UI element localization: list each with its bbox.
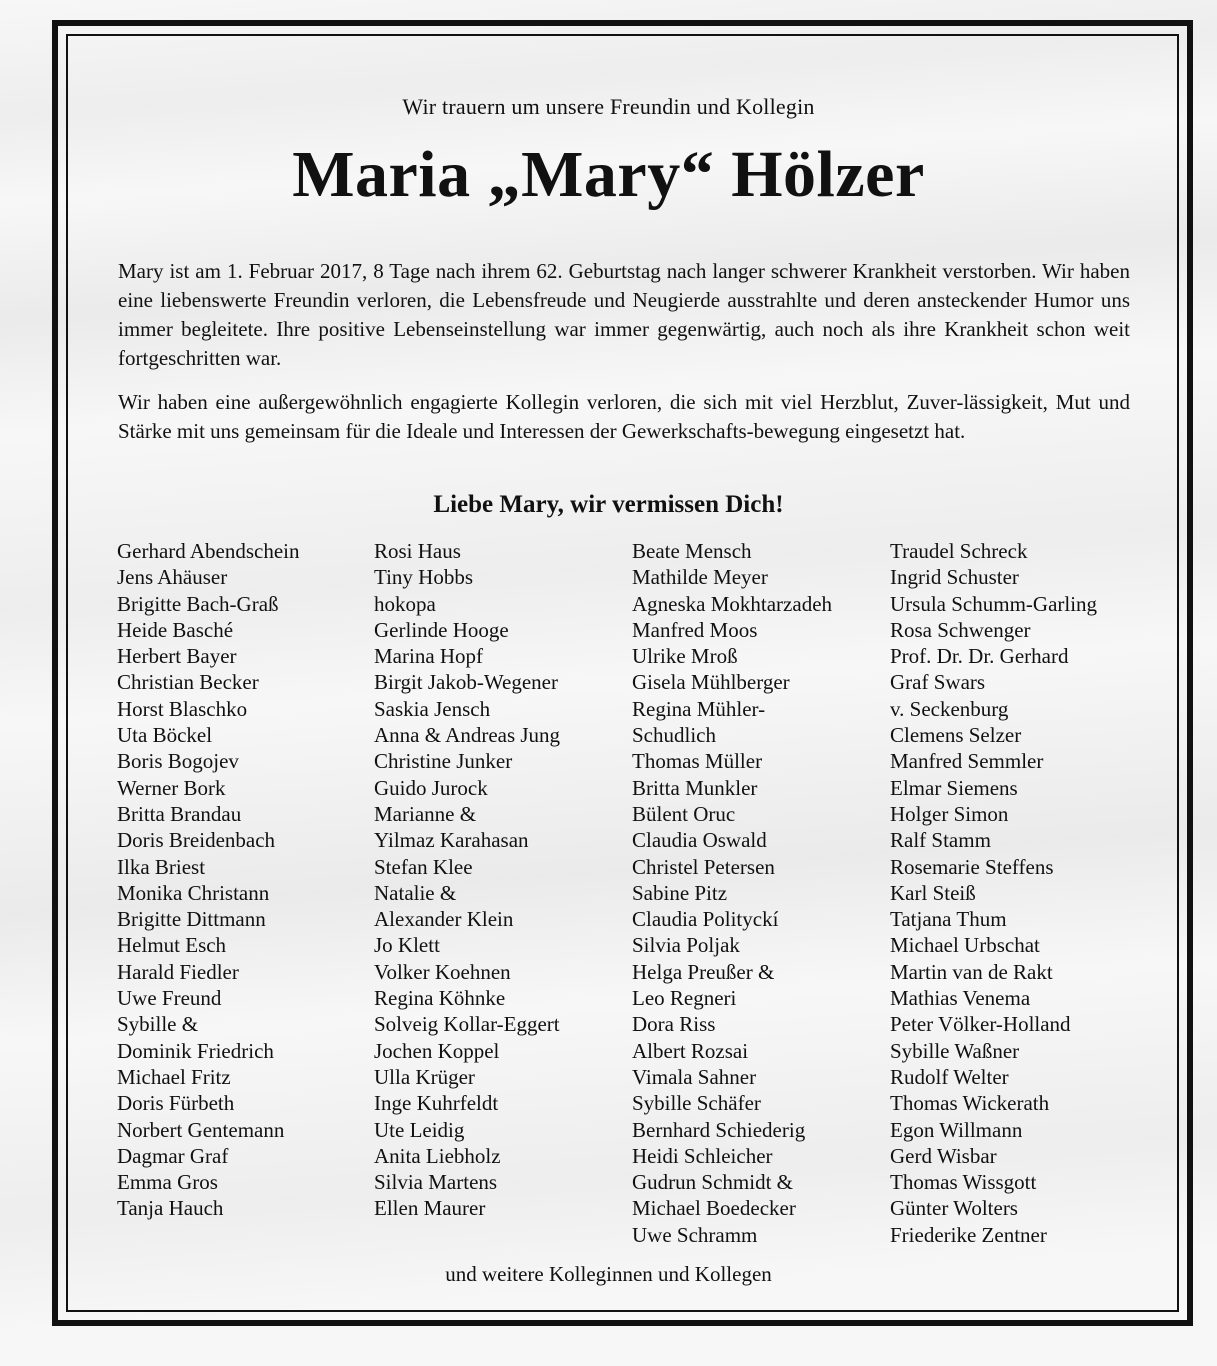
signatory-name: Ellen Maurer [374, 1196, 486, 1221]
signatory-name: Christine Junker [374, 749, 513, 774]
signatory-name: Egon Willmann [890, 1117, 1023, 1142]
signatory-name: Herbert Bayer [117, 644, 237, 669]
signatory-name: Günter Wolters [890, 1196, 1018, 1221]
signatory-name: Friederike Zentner [890, 1222, 1047, 1247]
signatory-name: Marina Hopf [374, 644, 484, 669]
signatory-name: Ingrid Schuster [890, 565, 1019, 590]
signatory-name: Karl Steiß [890, 880, 976, 905]
signatory-name: Clemens Selzer [890, 723, 1022, 748]
signatory-name: Inge Kuhrfeldt [374, 1091, 499, 1116]
names-column-2 [374, 538, 624, 1222]
signatory-name: Uwe Freund [117, 986, 222, 1011]
signatory-name: Ursula Schumm-Garling [890, 591, 1098, 616]
signatory-name: Mathilde Meyer [632, 565, 768, 590]
signatory-name: Werner Bork [117, 775, 226, 800]
signatory-name: Monika Christann [117, 880, 270, 905]
signatory-name: Dominik Friedrich [117, 1038, 274, 1063]
signatory-name: Anna & Andreas Jung [374, 723, 561, 748]
signatory-name: Horst Blaschko [117, 696, 248, 721]
signatory-name: Helmut Esch [117, 933, 227, 958]
signatory-name: Yilmaz Karahasan [374, 828, 529, 853]
notice-subtitle: Wir trauern um unsere Freundin und Kollegin [402, 94, 815, 119]
signatory-name: Thomas Wickerath [890, 1091, 1050, 1116]
signatory-name: Thomas Wissgott [890, 1170, 1037, 1195]
notice-footer: und weitere Kolleginnen und Kollegen [445, 1262, 772, 1286]
notice-paragraph-2: Wir haben eine außergewöhnlich engagierte Kollegin verloren, die sich mit viel Herzblut, Zuver-lässigkeit, Mut und Stärke mit uns gemeinsam für die Ideale und Interessen der Gewerkschafts-bewegung eingesetzt hat. [118, 390, 1130, 443]
signatory-name: Jo Klett [374, 933, 440, 958]
signatory-name: Holger Simon [890, 801, 1009, 826]
signatory-name: Uta Böckel [117, 723, 213, 748]
signatory-name: Alexander Klein [374, 907, 514, 932]
signatory-name: Christel Petersen [632, 854, 775, 879]
signatory-name: Britta Brandau [117, 801, 242, 826]
signatory-name: Doris Fürbeth [117, 1091, 235, 1116]
signatory-name: Graf Swars [890, 670, 986, 695]
signatory-name: Albert Rozsai [632, 1038, 749, 1063]
signatory-name: Dagmar Graf [117, 1143, 229, 1168]
signatory-name: Vimala Sahner [632, 1064, 757, 1089]
signatory-name: Mathias Venema [890, 986, 1031, 1011]
signatory-name: Peter Völker-Holland [890, 1012, 1071, 1037]
signatory-name: Traudel Schreck [890, 539, 1028, 563]
signatory-name: Martin van de Rakt [890, 959, 1053, 984]
signatory-name: Thomas Müller [632, 749, 763, 774]
signatory-name: Volker Koehnen [374, 959, 511, 984]
signatory-name: Bülent Oruc [632, 801, 736, 826]
signatory-name: Sybille Waßner [890, 1038, 1020, 1063]
signatory-name: Bernhard Schiederig [632, 1117, 806, 1142]
signatory-name: hokopa [374, 591, 436, 616]
notice-paragraph-1: Mary ist am 1. Februar 2017, 8 Tage nach ihrem 62. Geburtstag nach langer schwerer Krankheit verstorben. Wir haben eine liebenswerte Freundin verloren, die Lebensfreude und Neugierde ausstrahlte und deren ansteckender Humor uns immer begleitete. Ihre positive Lebenseinstellung war immer gegenwärtig, auch noch als ihre Krankheit schon weit fortgeschritten war. [118, 259, 1130, 370]
signatory-name: Manfred Semmler [890, 749, 1044, 774]
signatory-name: Michael Urbschat [890, 933, 1040, 958]
signatory-name: Heide Basché [117, 617, 234, 642]
signatory-name: Marianne & [374, 801, 477, 826]
signatory-name: Regina Köhnke [374, 986, 506, 1011]
farewell-line: Liebe Mary, wir vermissen Dich! [433, 491, 784, 518]
signatory-name: Dora Riss [632, 1012, 716, 1037]
signatory-name: Tatjana Thum [890, 907, 1007, 932]
signatory-name: Silvia Martens [374, 1170, 498, 1195]
signatory-name: Anita Liebholz [374, 1143, 501, 1168]
signatory-name: Tanja Hauch [117, 1196, 224, 1221]
signatory-name: Silvia Poljak [632, 933, 740, 958]
signatory-name: Jochen Koppel [374, 1038, 500, 1063]
signatory-name: v. Seckenburg [890, 696, 1009, 721]
signatory-name: Boris Bogojev [117, 749, 239, 774]
signatory-name: Guido Jurock [374, 775, 488, 800]
notice-title: Maria „Mary“ Hölzer [292, 138, 925, 211]
signatory-name: Uwe Schramm [632, 1222, 758, 1247]
signatory-name: Gerd Wisbar [890, 1143, 997, 1168]
signatory-name: Rudolf Welter [890, 1064, 1009, 1089]
signatory-name: Manfred Moos [632, 617, 758, 642]
signatory-name: Prof. Dr. Dr. Gerhard [890, 644, 1069, 669]
signatory-name: Sybille & [117, 1012, 199, 1037]
signatory-name: Michael Fritz [117, 1064, 231, 1089]
signatory-name: Michael Boedecker [632, 1196, 796, 1221]
signatory-name: Norbert Gentemann [117, 1117, 285, 1142]
signatory-name: Ute Leidig [374, 1117, 465, 1142]
names-column-4 [890, 538, 1140, 1248]
signatory-name: Ulla Krüger [374, 1064, 475, 1089]
signatory-name: Rosa Schwenger [890, 617, 1031, 642]
names-column-1 [117, 538, 367, 1222]
signatory-name: Emma Gros [117, 1170, 218, 1195]
signatory-name: Gerhard Abendschein [117, 539, 300, 563]
signatory-name: Heidi Schleicher [632, 1143, 773, 1168]
signatory-name: Claudia Polityckí [632, 907, 779, 932]
signatory-name: Stefan Klee [374, 854, 473, 879]
signatory-name: Elmar Siemens [890, 775, 1018, 800]
signatory-name: Birgit Jakob-Wegener [374, 670, 558, 695]
signatory-name: Beate Mensch [632, 539, 752, 563]
signatory-name: Leo Regneri [632, 986, 737, 1011]
signatory-name: Regina Mühler- [632, 696, 766, 721]
signatory-name: Sybille Schäfer [632, 1091, 761, 1116]
signatory-name: Ralf Stamm [890, 828, 991, 853]
signatory-name: Harald Fiedler [117, 959, 239, 984]
signatory-name: Jens Ahäuser [117, 565, 228, 590]
signatory-name: Ulrike Mroß [632, 644, 738, 669]
signatory-name: Natalie & [374, 880, 457, 905]
names-column-3 [632, 538, 882, 1248]
signatory-name: Sabine Pitz [632, 880, 728, 905]
signatory-name: Helga Preußer & [632, 959, 775, 984]
signatory-name: Solveig Kollar-Eggert [374, 1012, 560, 1037]
signatory-name: Agneska Mokhtarzadeh [632, 591, 833, 616]
signatory-name: Doris Breidenbach [117, 828, 276, 853]
signatory-name: Saskia Jensch [374, 696, 491, 721]
signatory-name: Rosi Haus [374, 539, 461, 563]
signatory-name: Christian Becker [117, 670, 259, 695]
signatory-name: Brigitte Bach-Graß [117, 591, 279, 616]
signatory-name: Schudlich [632, 723, 716, 748]
signatory-name: Gerlinde Hooge [374, 617, 509, 642]
signatory-name: Tiny Hobbs [374, 565, 474, 590]
signatory-name: Gudrun Schmidt & [632, 1170, 793, 1195]
signatory-name: Gisela Mühlberger [632, 670, 790, 695]
signatory-name: Ilka Briest [117, 854, 206, 879]
signatory-name: Britta Munkler [632, 775, 758, 800]
signatory-name: Rosemarie Steffens [890, 854, 1054, 879]
signatory-name: Claudia Oswald [632, 828, 767, 853]
signatory-name: Brigitte Dittmann [117, 907, 266, 932]
